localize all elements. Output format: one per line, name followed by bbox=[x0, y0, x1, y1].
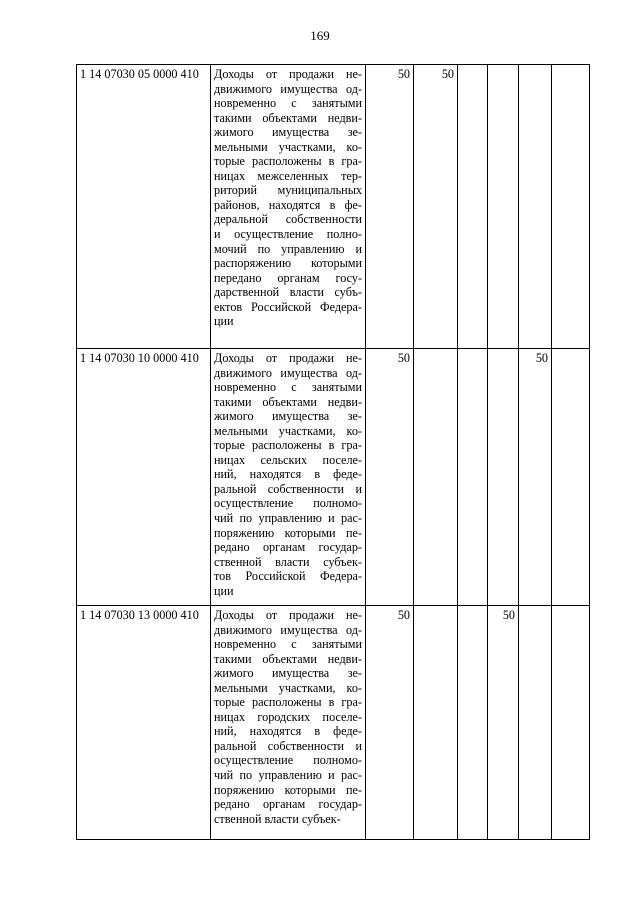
description-line: ницах городских поселе- bbox=[214, 709, 362, 724]
description-line: ственной власти субъек- bbox=[214, 811, 341, 826]
description-line: движимого имущества од- bbox=[214, 622, 362, 637]
norm-value-cell bbox=[488, 349, 519, 606]
description-line: такими объектами недви- bbox=[214, 394, 362, 409]
description-line: мочий по управлению и bbox=[214, 241, 362, 256]
description-line: редано органам государ- bbox=[214, 797, 362, 812]
description-line: торые расположены в гра- bbox=[214, 154, 362, 169]
description-line: осуществление полномо- bbox=[214, 753, 362, 768]
description-line: ственной власти субъек- bbox=[214, 554, 362, 569]
norm-value-cell bbox=[519, 606, 552, 840]
norm-value-cell bbox=[519, 65, 552, 349]
norm-value-cell bbox=[552, 65, 590, 349]
norm-value-cell bbox=[552, 349, 590, 606]
norm-value-cell bbox=[458, 349, 488, 606]
norm-value-cell bbox=[458, 65, 488, 349]
norm-value-cell: 50 bbox=[414, 65, 458, 349]
budget-classification-code: 1 14 07030 13 0000 410 bbox=[77, 606, 211, 840]
norm-value-cell: 50 bbox=[488, 606, 519, 840]
description-line: редано органам государ- bbox=[214, 540, 362, 555]
description-line: мельными участками, ко- bbox=[214, 139, 362, 154]
description-line: новременно с занятыми bbox=[214, 380, 362, 395]
description-line: торые расположены в гра- bbox=[214, 695, 362, 710]
description-line: чий по управлению и рас- bbox=[214, 768, 362, 783]
description-line: и осуществление полно- bbox=[214, 227, 362, 242]
table-row bbox=[77, 606, 590, 840]
description-line: Доходы от продажи не- bbox=[214, 608, 362, 622]
norm-value-cell bbox=[414, 606, 458, 840]
description-line: дарственной власти субъ- bbox=[214, 285, 362, 300]
revenue-description bbox=[211, 606, 366, 840]
description-line: такими объектами недви- bbox=[214, 651, 362, 666]
description-line: ницах межселенных тер- bbox=[214, 168, 362, 183]
table-body bbox=[77, 65, 590, 840]
description-line: ницах сельских поселе- bbox=[214, 452, 362, 467]
norm-value-cell bbox=[552, 606, 590, 840]
description-line: такими объектами недви- bbox=[214, 110, 362, 125]
page-number: 169 bbox=[310, 28, 330, 43]
description-line: тов Российской Федера- bbox=[214, 569, 362, 584]
description-line: ний, находятся в феде- bbox=[214, 467, 362, 482]
description-line: новременно с занятыми bbox=[214, 96, 362, 111]
budget-classification-code: 1 14 07030 10 0000 410 bbox=[77, 349, 211, 606]
description-line: риторий муниципальных bbox=[214, 183, 362, 198]
table-row bbox=[77, 349, 590, 606]
description-line: ектов Российской Федера- bbox=[214, 299, 362, 314]
norm-value-cell: 50 bbox=[366, 606, 414, 840]
description-line: Доходы от продажи не- bbox=[214, 67, 362, 81]
norm-value-cell bbox=[414, 349, 458, 606]
description-line: ральной собственности и bbox=[214, 481, 362, 496]
description-line: жимого имущества зе- bbox=[214, 125, 362, 140]
description-line: передано органам госу- bbox=[214, 270, 362, 285]
table-row bbox=[77, 65, 590, 349]
description-line: ний, находятся в феде- bbox=[214, 724, 362, 739]
description-line: торые расположены в гра- bbox=[214, 438, 362, 453]
description-line: Доходы от продажи не- bbox=[214, 351, 362, 365]
description-line: жимого имущества зе- bbox=[214, 666, 362, 681]
description-line: осуществление полномо- bbox=[214, 496, 362, 511]
description-line: ции bbox=[214, 583, 234, 598]
description-line: ции bbox=[214, 314, 234, 329]
description-line: районов, находятся в фе- bbox=[214, 197, 362, 212]
description-line: движимого имущества од- bbox=[214, 365, 362, 380]
description-line: чий по управлению и рас- bbox=[214, 511, 362, 526]
description-line: поряжению которыми пе- bbox=[214, 782, 362, 797]
description-line: деральной собственности bbox=[214, 212, 362, 227]
norm-value-cell: 50 bbox=[366, 65, 414, 349]
description-line: движимого имущества од- bbox=[214, 81, 362, 96]
revenue-description bbox=[211, 349, 366, 606]
revenue-description bbox=[211, 65, 366, 349]
budget-classification-code: 1 14 07030 05 0000 410 bbox=[77, 65, 211, 349]
description-line: ральной собственности и bbox=[214, 738, 362, 753]
description-line: мельными участками, ко- bbox=[214, 423, 362, 438]
norm-value-cell: 50 bbox=[366, 349, 414, 606]
norm-value-cell: 50 bbox=[519, 349, 552, 606]
description-line: новременно с занятыми bbox=[214, 637, 362, 652]
description-line: жимого имущества зе- bbox=[214, 409, 362, 424]
description-line: поряжению которыми пе- bbox=[214, 525, 362, 540]
description-line: мельными участками, ко- bbox=[214, 680, 362, 695]
norm-value-cell bbox=[488, 65, 519, 349]
budget-revenue-table bbox=[76, 64, 590, 840]
description-line: распоряжению которыми bbox=[214, 256, 362, 271]
norm-value-cell bbox=[458, 606, 488, 840]
